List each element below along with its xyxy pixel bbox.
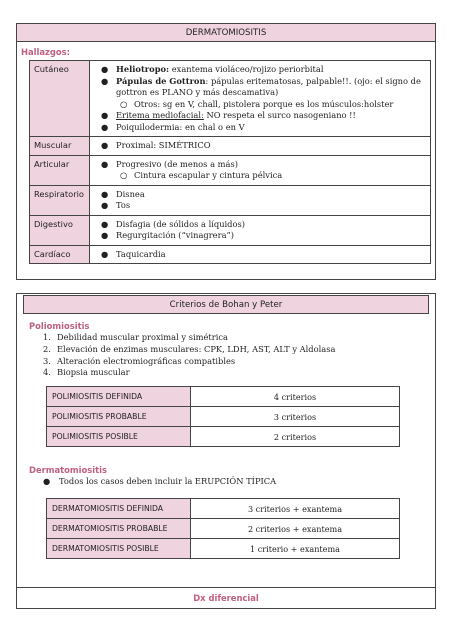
table-row: DERMATOMIOSITIS DEFINIDA 3 criterios + exantema	[47, 499, 400, 519]
dx-diferencial-section	[16, 587, 436, 609]
items-cell	[90, 155, 431, 185]
category-cell: Cardíaco	[30, 245, 90, 264]
list-item: ● Todos los casos deben incluir la ERUPCIÓN TÍPICA	[43, 476, 277, 486]
table-row	[30, 155, 431, 185]
bohan-peter-section	[16, 293, 436, 607]
list-item: ● Progresivo (de menos a más)	[101, 158, 238, 169]
items-cell	[90, 137, 431, 156]
dermatomiositis-table	[46, 498, 400, 559]
table-row	[30, 215, 431, 245]
items-cell	[90, 215, 431, 245]
table-row: DERMATOMIOSITIS PROBABLE 2 criterios + exantema	[47, 519, 400, 539]
sub-list-item: ○ Otros: sg en V, chall, pistolera porque es los músculos:holster	[120, 98, 394, 109]
table-row	[30, 137, 431, 156]
items-cell	[90, 185, 431, 215]
hallazgos-label: Hallazgos:	[21, 47, 71, 57]
dermatomiositis-label: Dermatomiositis	[29, 465, 107, 475]
category-cell: Articular	[30, 155, 90, 185]
list-item: 3. Alteración electromiográficas compatibles	[43, 355, 236, 366]
table-row: POLIMIOSITIS POSIBLE 2 criterios	[47, 427, 400, 447]
table-row: DERMATOMIOSITIS POSIBLE 1 criterio + exantema	[47, 539, 400, 559]
section-title: DERMATOMIOSITIS	[16, 23, 436, 42]
section-title: Criterios de Bohan y Peter	[23, 295, 429, 314]
polimiositis-table	[46, 386, 400, 447]
list-item: 2. Elevación de enzimas musculares: CPK, LDH, AST, ALT y Aldolasa	[43, 343, 336, 354]
poliomiositis-label: Poliomiositis	[29, 321, 90, 331]
items-cell	[90, 61, 431, 137]
list-item: ● Disnea	[101, 188, 145, 199]
table-row	[30, 185, 431, 215]
list-item: ● Poiquilodermia: en chal o en V	[101, 121, 245, 132]
table-row	[30, 61, 431, 137]
list-item: ● Taquicardia	[101, 248, 166, 259]
items-cell	[90, 245, 431, 264]
dx-diferencial-title: Dx diferencial	[193, 593, 259, 603]
list-item: 4. Biopsia muscular	[43, 367, 130, 378]
list-item: ● Regurgitación (“vinagrera”)	[101, 230, 234, 240]
list-item: 1. Debilidad muscular proximal y simétrica	[43, 332, 228, 342]
category-cell: Digestivo	[30, 215, 90, 245]
category-cell: Cutáneo	[30, 61, 90, 137]
list-item: ● Disfagia (de sólidos a líquidos)	[101, 218, 245, 229]
dermatomiositis-section	[16, 23, 436, 280]
table-row: POLIMIOSITIS PROBABLE 3 criterios	[47, 407, 400, 427]
table-row: POLIMIOSITIS DEFINIDA 4 criterios	[47, 387, 400, 407]
list-item: ● Tos	[101, 200, 131, 210]
findings-table	[29, 60, 431, 264]
list-item: ● Heliotropo: exantema violáceo/rojizo periorbital	[101, 64, 324, 74]
table-row	[30, 245, 431, 264]
list-item: ● Proximal: SIMÉTRICO	[101, 140, 211, 150]
category-cell: Respiratorio	[30, 185, 90, 215]
sub-list-item: ○ Cintura escapular y cintura pélvica	[120, 170, 283, 180]
criteria-list	[43, 332, 335, 379]
list-item: ● Eritema mediofacial: NO respeta el surco nasogeniano !!	[101, 110, 356, 120]
category-cell: Muscular	[30, 137, 90, 156]
list-item: ● Pápulas de Gottron: pápulas eritematosas, palpable!!. (ojo: el signo de gottron es PLANO y más descamativa)	[101, 75, 421, 97]
